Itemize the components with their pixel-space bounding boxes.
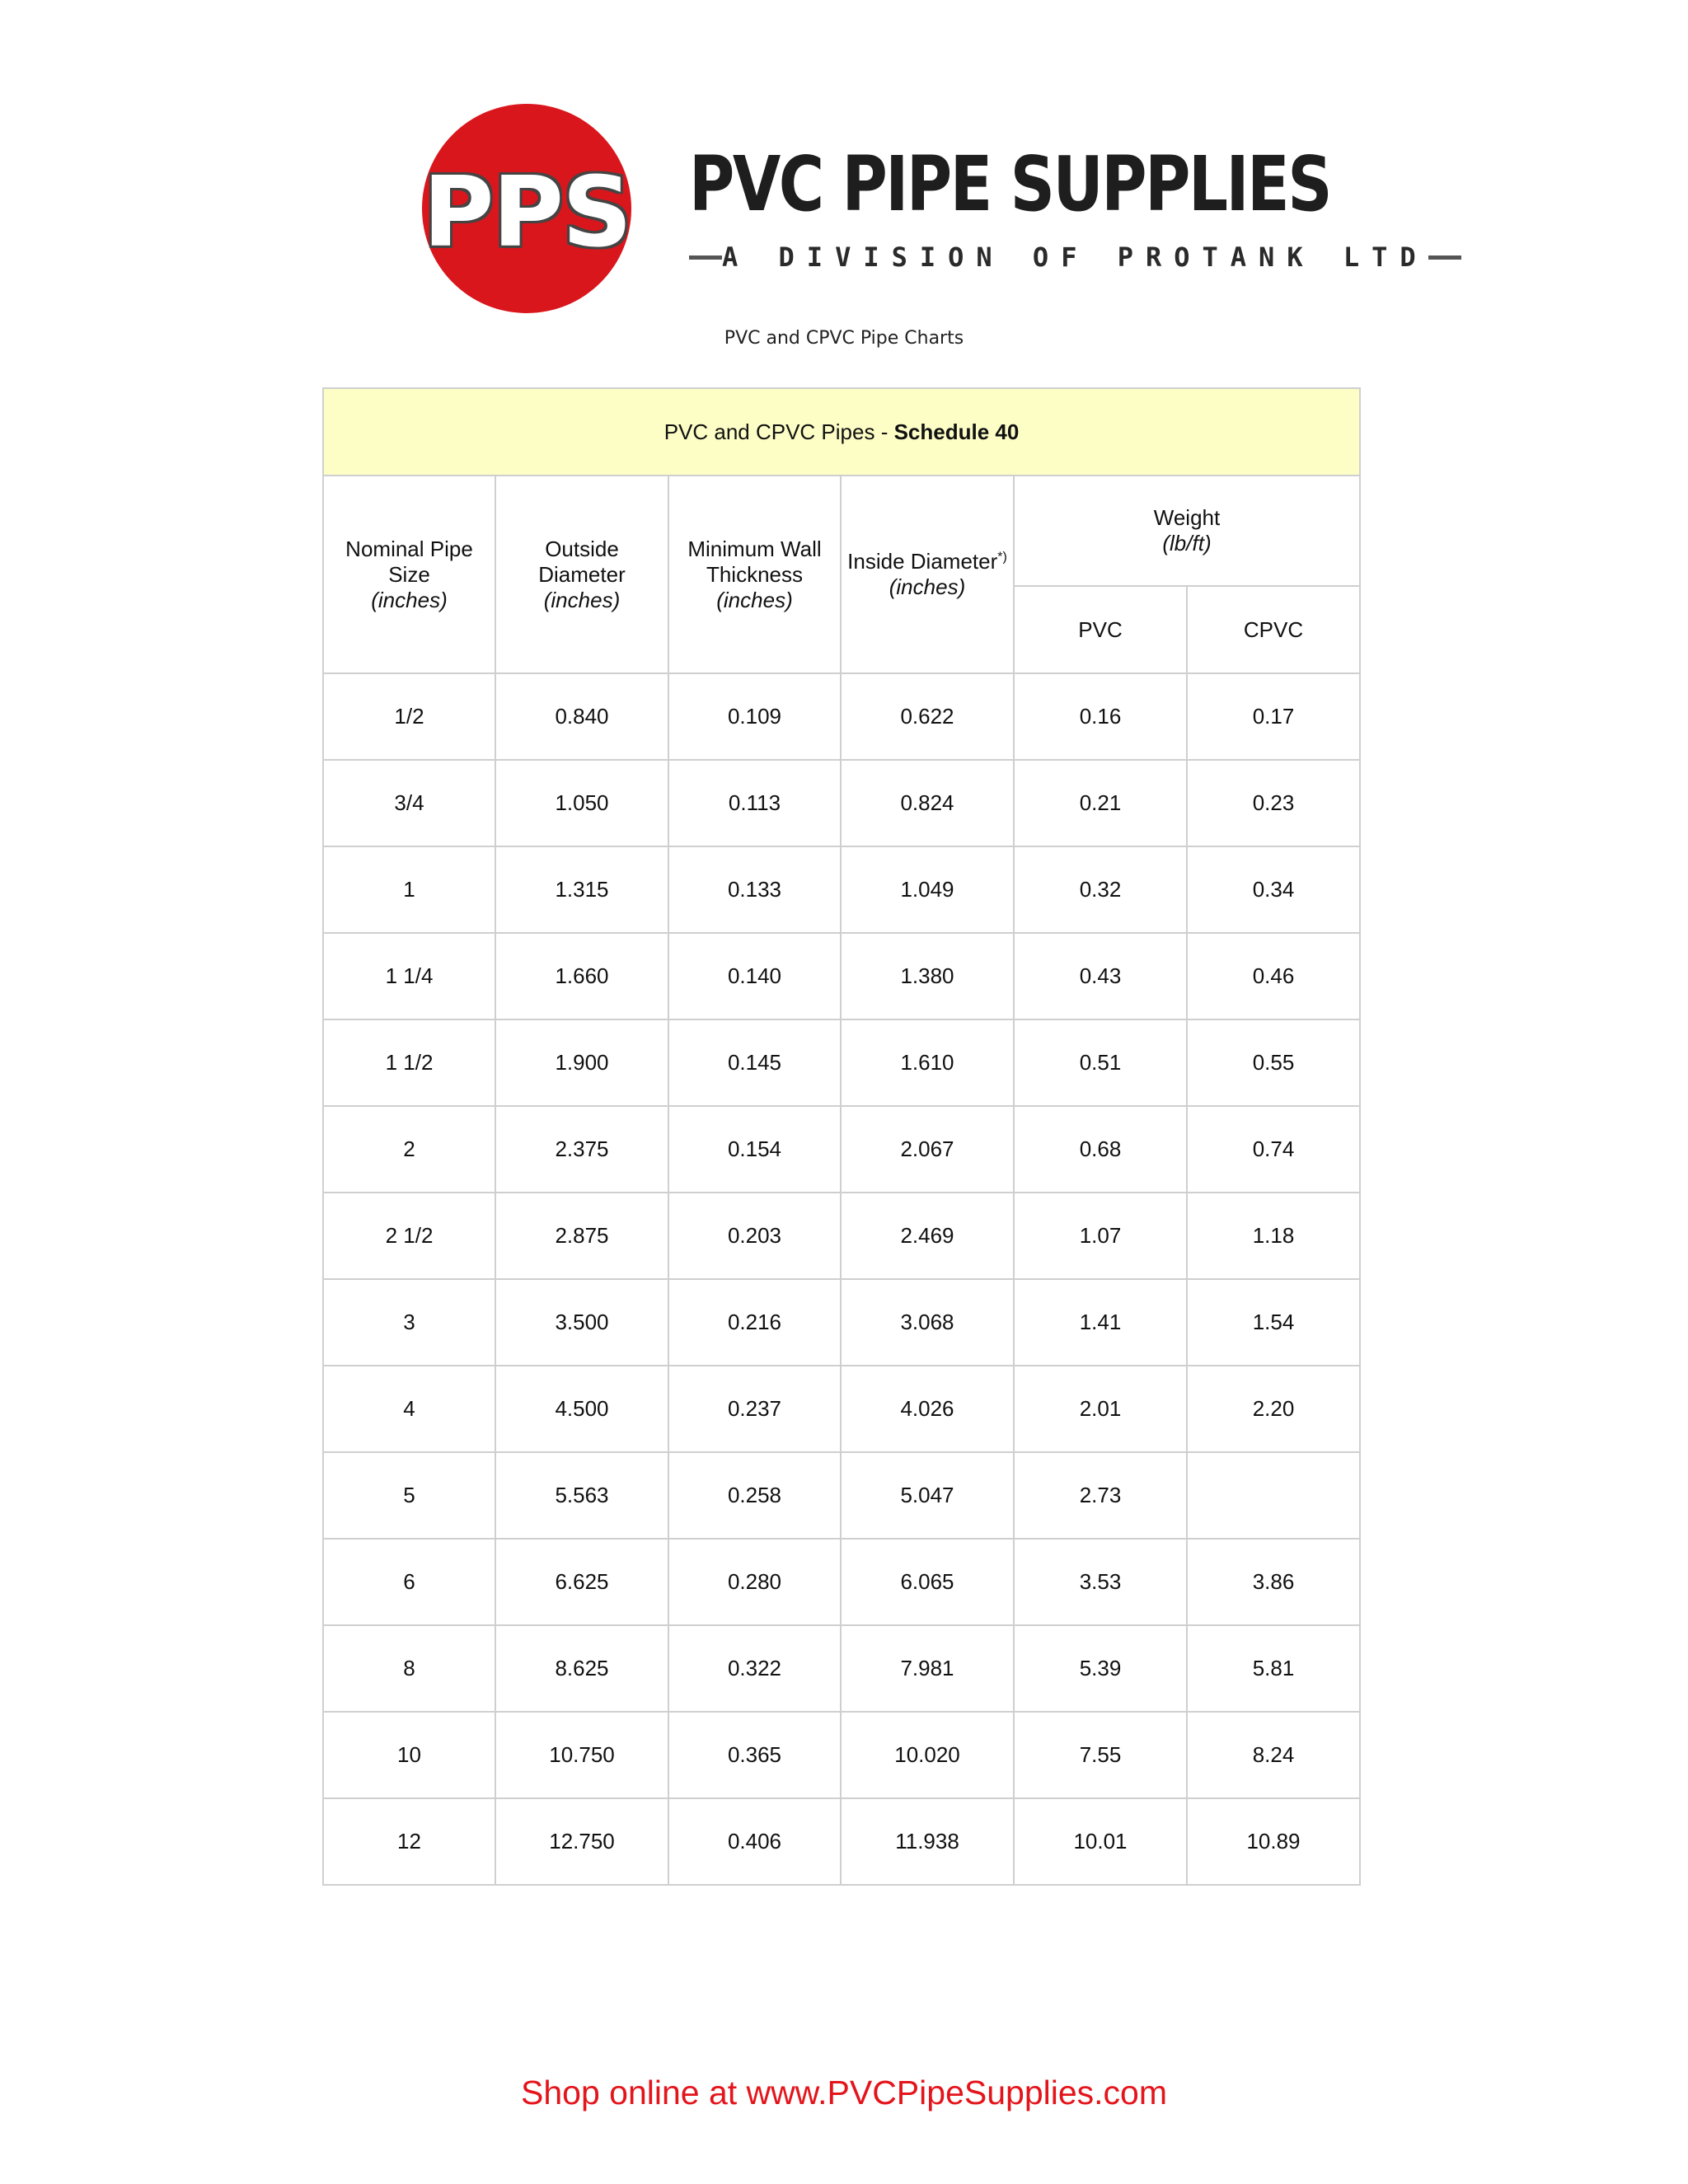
cell-wall-thickness: 0.216 bbox=[668, 1279, 841, 1366]
cell-weight-pvc: 2.73 bbox=[1014, 1452, 1187, 1539]
header-inside-footnote: *) bbox=[997, 550, 1007, 565]
header-weight-unit: (lb/ft) bbox=[1162, 531, 1212, 555]
cell-nominal-size: 1 1/2 bbox=[323, 1019, 495, 1106]
cell-weight-cpvc: 8.24 bbox=[1187, 1712, 1360, 1798]
cell-wall-thickness: 0.237 bbox=[668, 1366, 841, 1452]
cell-inside-diameter: 3.068 bbox=[841, 1279, 1014, 1366]
cell-inside-diameter: 10.020 bbox=[841, 1712, 1014, 1798]
header-outside-line1: Outside bbox=[545, 536, 619, 561]
cell-outside-diameter: 3.500 bbox=[495, 1279, 668, 1366]
cell-nominal-size: 5 bbox=[323, 1452, 495, 1539]
table-row bbox=[323, 1539, 1360, 1625]
cell-outside-diameter: 6.625 bbox=[495, 1539, 668, 1625]
table-title-schedule: Schedule 40 bbox=[893, 419, 1020, 444]
cell-nominal-size: 2 bbox=[323, 1106, 495, 1193]
logo-tagline bbox=[689, 241, 1428, 274]
cell-inside-diameter: 0.622 bbox=[841, 673, 1014, 760]
table-row bbox=[323, 846, 1360, 933]
cell-nominal-size: 1 bbox=[323, 846, 495, 933]
cell-wall-thickness: 0.133 bbox=[668, 846, 841, 933]
cell-outside-diameter: 1.315 bbox=[495, 846, 668, 933]
cell-inside-diameter: 7.981 bbox=[841, 1625, 1014, 1712]
cell-nominal-size: 1 1/4 bbox=[323, 933, 495, 1019]
cell-nominal-size: 1/2 bbox=[323, 673, 495, 760]
header-wall-unit: (inches) bbox=[716, 587, 793, 612]
cell-inside-diameter: 0.824 bbox=[841, 760, 1014, 846]
cell-weight-cpvc: 0.74 bbox=[1187, 1106, 1360, 1193]
table-row bbox=[323, 1712, 1360, 1798]
cell-nominal-size: 4 bbox=[323, 1366, 495, 1452]
table-row bbox=[323, 760, 1360, 846]
cell-weight-cpvc: 0.34 bbox=[1187, 846, 1360, 933]
cell-outside-diameter: 8.625 bbox=[495, 1625, 668, 1712]
cell-outside-diameter: 0.840 bbox=[495, 673, 668, 760]
cell-outside-diameter: 4.500 bbox=[495, 1366, 668, 1452]
cell-outside-diameter: 1.050 bbox=[495, 760, 668, 846]
cell-weight-pvc: 0.51 bbox=[1014, 1019, 1187, 1106]
cell-weight-cpvc: 10.89 bbox=[1187, 1798, 1360, 1885]
cell-weight-cpvc: 3.86 bbox=[1187, 1539, 1360, 1625]
cell-weight-cpvc: 1.54 bbox=[1187, 1279, 1360, 1366]
cell-weight-pvc: 2.01 bbox=[1014, 1366, 1187, 1452]
cell-inside-diameter: 4.026 bbox=[841, 1366, 1014, 1452]
cell-outside-diameter: 12.750 bbox=[495, 1798, 668, 1885]
header-nominal-unit: (inches) bbox=[371, 587, 448, 612]
cell-outside-diameter: 2.875 bbox=[495, 1193, 668, 1279]
header-wall-thickness bbox=[668, 476, 841, 673]
cell-inside-diameter: 5.047 bbox=[841, 1452, 1014, 1539]
header-wall-line1: Minimum Wall bbox=[687, 536, 822, 561]
cell-inside-diameter: 1.610 bbox=[841, 1019, 1014, 1106]
cell-weight-pvc: 1.07 bbox=[1014, 1193, 1187, 1279]
table-row bbox=[323, 1193, 1360, 1279]
logo-tagline-text: A DIVISION OF PROTANK LTD bbox=[722, 241, 1428, 273]
cell-weight-cpvc: 0.17 bbox=[1187, 673, 1360, 760]
table-row bbox=[323, 1279, 1360, 1366]
cell-nominal-size: 12 bbox=[323, 1798, 495, 1885]
table-row bbox=[323, 1452, 1360, 1539]
shop-online-link[interactable]: Shop online at www.PVCPipeSupplies.com bbox=[521, 2074, 1167, 2111]
cell-wall-thickness: 0.145 bbox=[668, 1019, 841, 1106]
cell-weight-pvc: 0.68 bbox=[1014, 1106, 1187, 1193]
logo-company-name: PVC PIPE SUPPLIES bbox=[689, 140, 1331, 228]
cell-weight-pvc: 0.32 bbox=[1014, 846, 1187, 933]
table-row bbox=[323, 933, 1360, 1019]
header-outside-line2: Diameter bbox=[538, 561, 626, 587]
header-outside-diameter bbox=[495, 476, 668, 673]
cell-nominal-size: 6 bbox=[323, 1539, 495, 1625]
cell-weight-cpvc: 1.18 bbox=[1187, 1193, 1360, 1279]
cell-nominal-size: 3/4 bbox=[323, 760, 495, 846]
header-inside-diameter bbox=[841, 476, 1014, 673]
table-row bbox=[323, 673, 1360, 760]
header-weight bbox=[1014, 476, 1360, 586]
cell-outside-diameter: 5.563 bbox=[495, 1452, 668, 1539]
cell-outside-diameter: 1.900 bbox=[495, 1019, 668, 1106]
document-title: PVC and CPVC Pipe Charts bbox=[724, 328, 964, 349]
cell-inside-diameter: 11.938 bbox=[841, 1798, 1014, 1885]
header-nominal-size bbox=[323, 476, 495, 673]
header-weight-cpvc: CPVC bbox=[1187, 586, 1360, 673]
header-wall-line2: Thickness bbox=[706, 561, 804, 587]
cell-nominal-size: 2 1/2 bbox=[323, 1193, 495, 1279]
cell-weight-pvc: 0.16 bbox=[1014, 673, 1187, 760]
header-inside-label: Inside Diameter bbox=[847, 549, 998, 574]
cell-inside-diameter: 1.380 bbox=[841, 933, 1014, 1019]
cell-inside-diameter: 2.469 bbox=[841, 1193, 1014, 1279]
header-weight-pvc: PVC bbox=[1014, 586, 1187, 673]
cell-wall-thickness: 0.203 bbox=[668, 1193, 841, 1279]
cell-inside-diameter: 2.067 bbox=[841, 1106, 1014, 1193]
cell-wall-thickness: 0.154 bbox=[668, 1106, 841, 1193]
tagline-rule-left bbox=[689, 255, 722, 260]
cell-weight-cpvc: 2.20 bbox=[1187, 1366, 1360, 1452]
table-row bbox=[323, 1106, 1360, 1193]
cell-weight-pvc: 5.39 bbox=[1014, 1625, 1187, 1712]
cell-weight-cpvc: 0.46 bbox=[1187, 933, 1360, 1019]
cell-wall-thickness: 0.113 bbox=[668, 760, 841, 846]
cell-wall-thickness: 0.109 bbox=[668, 673, 841, 760]
cell-nominal-size: 10 bbox=[323, 1712, 495, 1798]
company-logo bbox=[401, 104, 1428, 321]
pipe-chart-table bbox=[322, 387, 1361, 1886]
table-title bbox=[323, 388, 1360, 476]
cell-weight-cpvc: 0.55 bbox=[1187, 1019, 1360, 1106]
cell-wall-thickness: 0.280 bbox=[668, 1539, 841, 1625]
cell-weight-cpvc bbox=[1187, 1452, 1360, 1539]
cell-weight-pvc: 7.55 bbox=[1014, 1712, 1187, 1798]
cell-outside-diameter: 10.750 bbox=[495, 1712, 668, 1798]
cell-outside-diameter: 1.660 bbox=[495, 933, 668, 1019]
header-inside-unit: (inches) bbox=[889, 574, 966, 599]
cell-outside-diameter: 2.375 bbox=[495, 1106, 668, 1193]
cell-wall-thickness: 0.406 bbox=[668, 1798, 841, 1885]
table-row bbox=[323, 1625, 1360, 1712]
cell-inside-diameter: 1.049 bbox=[841, 846, 1014, 933]
cell-weight-pvc: 10.01 bbox=[1014, 1798, 1187, 1885]
header-weight-label: Weight bbox=[1153, 505, 1221, 530]
header-nominal-line1: Nominal Pipe bbox=[345, 536, 473, 561]
cell-weight-cpvc: 5.81 bbox=[1187, 1625, 1360, 1712]
tagline-rule-right bbox=[1428, 255, 1461, 260]
cell-weight-pvc: 1.41 bbox=[1014, 1279, 1187, 1366]
cell-wall-thickness: 0.365 bbox=[668, 1712, 841, 1798]
table-row bbox=[323, 1798, 1360, 1885]
cell-wall-thickness: 0.140 bbox=[668, 933, 841, 1019]
header-nominal-line2: Size bbox=[388, 561, 430, 587]
cell-inside-diameter: 6.065 bbox=[841, 1539, 1014, 1625]
table-row bbox=[323, 1019, 1360, 1106]
table-title-prefix: PVC and CPVC Pipes - bbox=[663, 419, 894, 444]
table-body bbox=[323, 673, 1360, 1885]
cell-nominal-size: 8 bbox=[323, 1625, 495, 1712]
cell-weight-pvc: 3.53 bbox=[1014, 1539, 1187, 1625]
cell-wall-thickness: 0.258 bbox=[668, 1452, 841, 1539]
cell-nominal-size: 3 bbox=[323, 1279, 495, 1366]
logo-badge-text: PPS bbox=[423, 155, 631, 269]
cell-wall-thickness: 0.322 bbox=[668, 1625, 841, 1712]
table-row bbox=[323, 1366, 1360, 1452]
header-outside-unit: (inches) bbox=[543, 587, 621, 612]
cell-weight-pvc: 0.43 bbox=[1014, 933, 1187, 1019]
cell-weight-cpvc: 0.23 bbox=[1187, 760, 1360, 846]
cell-weight-pvc: 0.21 bbox=[1014, 760, 1187, 846]
